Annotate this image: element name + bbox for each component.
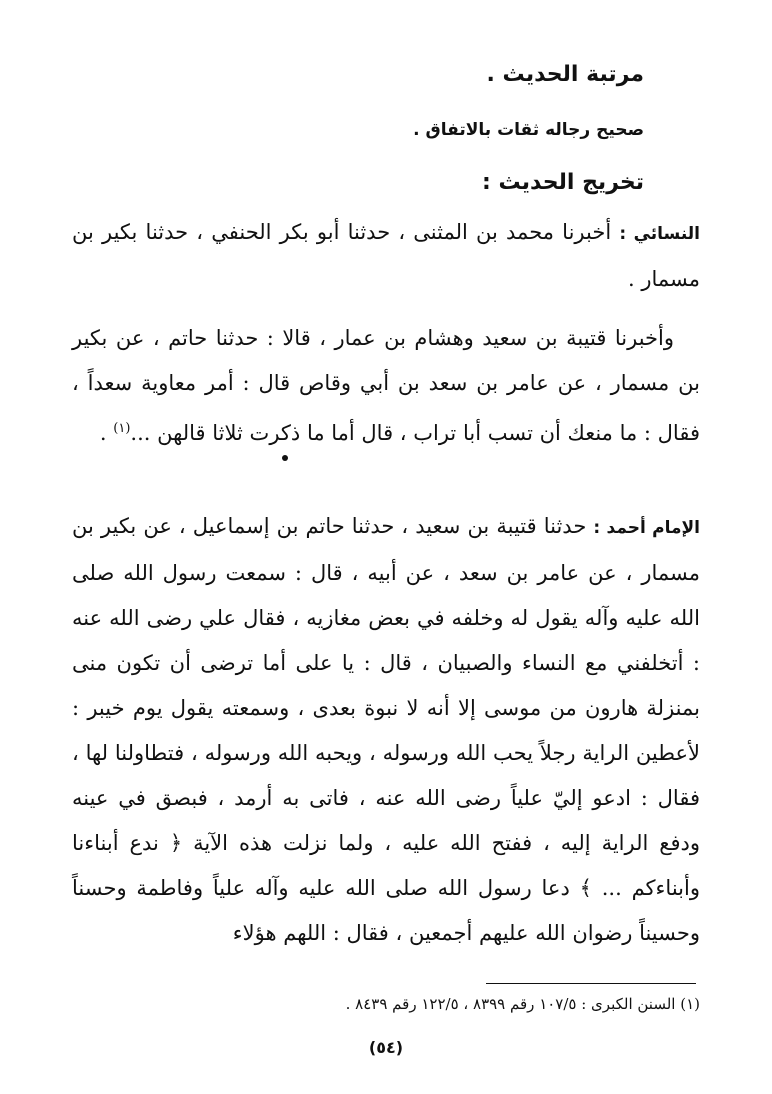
hadith-rank-text: صحيح رجاله ثقات بالاتفاق . bbox=[413, 120, 644, 140]
heading-hadith-rank: مرتبة الحديث . bbox=[486, 62, 644, 87]
stray-dot-mark bbox=[282, 455, 288, 461]
nasai-text-2: وأخبرنا قتيبة بن سعيد وهشام بن عمار ، قالا : حدثنا حاتم ، عن بكير بن مسمار ، عن عامر بن سعد بن أبي وقاص قال : أمر معاوية سعداً ، فقال : ما منعك أن تسب أبا تراب ، قال أما ما ذكرت ثلاثا قالهن ... bbox=[72, 326, 700, 445]
nasai-paragraph-2 bbox=[72, 316, 700, 456]
footnote: (١) السنن الكبرى : ١٠٧/٥ رقم ٨٣٩٩ ، ١٢٢/٥ رقم ٨٤٣٩ . bbox=[345, 995, 700, 1013]
ahmad-text: حدثنا قتيبة بن سعيد ، حدثنا حاتم بن إسماعيل ، عن بكير بن مسمار ، عن عامر بن سعد ، عن أبيه ، قال : سمعت رسول الله صلى الله عليه وآله يقول له وخلفه في بعض مغازيه ، فقال علي رضى الله عنه : أتخلفني مع النساء والصبيان ، قال : يا على أما ترضى أن تكون منى بمنزلة هارون من موسى إلا أنه لا نبوة بعدى ، وسمعته يقول يوم خيبر : لأعطين الراية رجلاً يحب الله ورسوله ، ويحبه الله ورسوله ، فتطاولنا لها ، فقال : ادعو إليّ علياً رضى الله عنه ، فاتى به أرمد ، فبصق في عينه ودفع الراية إليه ، ففتح الله عليه ، ولما نزلت هذه الآية ﴿ ندع أبناءنا وأبناءكم ... ﴾ دعا رسول الله صلى الله عليه وآله علياً وفاطمة وحسناً وحسيناً رضوان الله عليهم أجمعين ، فقال : اللهم هؤلاء bbox=[72, 514, 700, 945]
nasai-paragraph-1 bbox=[72, 210, 700, 302]
nasai-text: أخبرنا محمد بن المثنى ، حدثنا أبو بكر الحنفي ، حدثنا بكير بن مسمار . bbox=[72, 220, 700, 291]
footnote-divider bbox=[486, 983, 696, 984]
ahmad-label: الإمام أحمد : bbox=[593, 518, 700, 538]
ahmad-paragraph bbox=[72, 504, 700, 956]
nasai-label: النسائي : bbox=[619, 224, 700, 244]
nasai-paragraph-end: . bbox=[99, 421, 114, 445]
page-number: (٥٤) bbox=[368, 1038, 404, 1057]
footnote-reference: (١) bbox=[113, 421, 131, 436]
heading-takhrij: تخريج الحديث : bbox=[482, 170, 644, 195]
